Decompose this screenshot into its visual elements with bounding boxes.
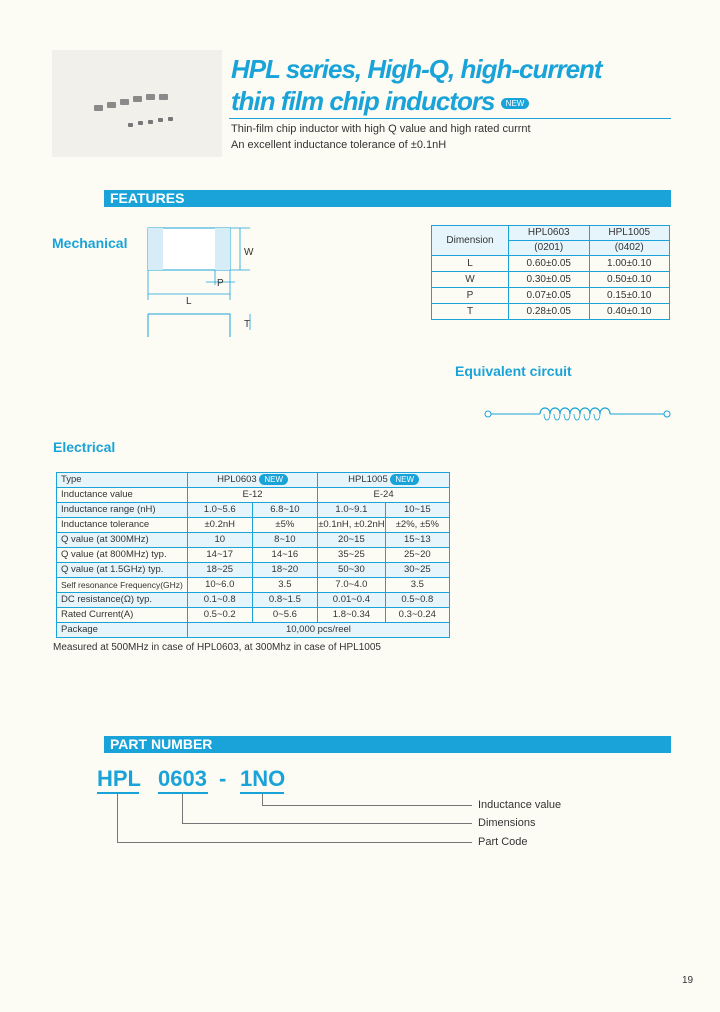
electrical-heading: Electrical xyxy=(53,439,116,455)
table-row xyxy=(57,608,450,623)
value-cell: ±5% xyxy=(252,518,318,533)
subtitle-line1: Thin-film chip inductor with high Q value and high rated currnt xyxy=(231,123,531,135)
underline-dimension xyxy=(158,792,208,794)
hpl0603-header xyxy=(187,473,317,488)
chip-image xyxy=(128,123,133,127)
chip-image xyxy=(138,121,143,125)
row-label: Self resonance Frequency(GHz) xyxy=(57,578,188,593)
row-label: Inductance tolerance xyxy=(57,518,188,533)
table-header-row xyxy=(432,226,670,241)
row-label: Inductance value xyxy=(57,488,188,503)
value-cell: 7.0~4.0 xyxy=(318,578,385,593)
value-cell: 0.1~0.8 xyxy=(187,593,252,608)
value-cell: 20~15 xyxy=(318,533,385,548)
value-cell: 25~20 xyxy=(385,548,449,563)
chip-image xyxy=(107,102,116,108)
row-label: Q value (at 1.5GHz) typ. xyxy=(57,563,188,578)
value-cell: 15~13 xyxy=(385,533,449,548)
chip-image xyxy=(146,94,155,100)
inductor-symbol-icon xyxy=(482,402,674,426)
chip-image xyxy=(120,99,129,105)
table-row xyxy=(432,272,670,288)
type-label: Type xyxy=(57,473,188,488)
value-cell: 18~20 xyxy=(252,563,318,578)
new-badge: NEW xyxy=(390,474,419,485)
p-label: P xyxy=(217,278,224,289)
features-bar: FEATURES xyxy=(104,190,671,207)
title-divider xyxy=(229,118,671,119)
t-label: T xyxy=(244,319,251,330)
part-seg-dimension: 0603 xyxy=(158,766,207,791)
chip-image xyxy=(159,94,168,100)
page-title-text: thin film chip inductors xyxy=(231,86,495,116)
dimension-table xyxy=(431,225,670,320)
value-cell: 35~25 xyxy=(318,548,385,563)
chip-image xyxy=(133,96,142,102)
part-seg-hpl: HPL xyxy=(97,766,141,791)
table-row xyxy=(57,473,450,488)
value-cell: 0.5~0.2 xyxy=(187,608,252,623)
row-label: DC resistance(Ω) typ. xyxy=(57,593,188,608)
value-cell: ±0.2nH xyxy=(187,518,252,533)
value-cell: 50~30 xyxy=(318,563,385,578)
part-seg-separator: - xyxy=(219,766,227,791)
hpl0603-label: HPL0603 xyxy=(217,474,257,485)
hpl0603-col-header: HPL0603 xyxy=(509,226,590,241)
value-cell: 0~5.6 xyxy=(252,608,318,623)
value-cell: 14~16 xyxy=(252,548,318,563)
measurement-note: Measured at 500MHz in case of HPL0603, at 300Mhz in case of HPL1005 xyxy=(53,642,381,653)
value-cell: 3.5 xyxy=(385,578,449,593)
value-cell: 10~6.0 xyxy=(187,578,252,593)
table-row xyxy=(432,288,670,304)
new-badge: NEW xyxy=(501,98,530,109)
table-row xyxy=(57,488,450,503)
hpl0603-code: (0201) xyxy=(509,241,590,256)
chip-side-outline xyxy=(148,314,230,337)
value-cell: E-12 xyxy=(187,488,317,503)
page-number: 19 xyxy=(682,975,694,986)
hpl1005-col-header: HPL1005 xyxy=(589,226,670,241)
value-cell: 0.07±0.05 xyxy=(509,288,590,304)
dim-cell: W xyxy=(432,272,509,288)
value-cell: 3.5 xyxy=(252,578,318,593)
page-title-line1: HPL series, High-Q, high-current xyxy=(231,54,602,84)
leader-line xyxy=(182,823,472,824)
dim-cell: P xyxy=(432,288,509,304)
value-cell: 0.28±0.05 xyxy=(509,304,590,320)
label-dimensions: Dimensions xyxy=(478,817,536,829)
value-cell: 0.8~1.5 xyxy=(252,593,318,608)
leader-line xyxy=(117,842,472,843)
value-cell: 0.50±0.10 xyxy=(589,272,670,288)
dim-cell: T xyxy=(432,304,509,320)
mechanical-heading: Mechanical xyxy=(52,235,128,251)
product-photo xyxy=(52,50,222,157)
value-cell: 1.0~5.6 xyxy=(187,503,252,518)
w-label: W xyxy=(244,247,254,258)
table-row xyxy=(57,578,450,593)
dimension-col-header: Dimension xyxy=(432,226,509,256)
value-cell: 0.40±0.10 xyxy=(589,304,670,320)
leader-line xyxy=(182,794,183,824)
row-label: Inductance range (nH) xyxy=(57,503,188,518)
equivalent-circuit-heading: Equivalent circuit xyxy=(455,363,572,379)
table-row xyxy=(57,623,450,638)
electrode-left xyxy=(148,228,163,270)
value-cell: 0.60±0.05 xyxy=(509,256,590,272)
row-label: Q value (at 300MHz) xyxy=(57,533,188,548)
underline-hpl xyxy=(97,792,139,794)
hpl1005-header xyxy=(318,473,450,488)
label-part-code: Part Code xyxy=(478,836,528,848)
dim-cell: L xyxy=(432,256,509,272)
value-cell: 1.0~9.1 xyxy=(318,503,385,518)
table-row xyxy=(432,304,670,320)
table-row xyxy=(57,503,450,518)
leader-line xyxy=(262,805,472,806)
row-label: Q value (at 800MHz) typ. xyxy=(57,548,188,563)
value-cell: 6.8~10 xyxy=(252,503,318,518)
value-cell: 10~15 xyxy=(385,503,449,518)
l-label: L xyxy=(186,296,192,307)
label-inductance-value: Inductance value xyxy=(478,799,562,811)
electrical-table xyxy=(56,472,450,638)
electrode-right xyxy=(215,228,230,270)
table-row xyxy=(57,518,450,533)
part-number-bar: PART NUMBER xyxy=(104,736,671,753)
value-cell: 18~25 xyxy=(187,563,252,578)
value-cell: 0.15±0.10 xyxy=(589,288,670,304)
chip-image xyxy=(148,120,153,124)
leader-line xyxy=(117,794,118,843)
chip-image xyxy=(94,105,103,111)
value-cell: 1.00±0.10 xyxy=(589,256,670,272)
row-label: Rated Current(A) xyxy=(57,608,188,623)
part-seg-inductance: 1NO xyxy=(240,766,286,791)
value-cell: 30~25 xyxy=(385,563,449,578)
page-title-line2 xyxy=(231,86,529,117)
value-cell: ±2%, ±5% xyxy=(385,518,449,533)
value-cell: 8~10 xyxy=(252,533,318,548)
value-cell: 10 xyxy=(187,533,252,548)
chip-image xyxy=(168,117,173,121)
subtitle-line2: An excellent inductance tolerance of ±0.1nH xyxy=(231,139,447,151)
row-label: Package xyxy=(57,623,188,638)
value-cell: 0.5~0.8 xyxy=(385,593,449,608)
value-cell: 1.8~0.34 xyxy=(318,608,385,623)
table-row xyxy=(57,533,450,548)
value-cell: 0.30±0.05 xyxy=(509,272,590,288)
value-cell: 10,000 pcs/reel xyxy=(187,623,449,638)
table-row xyxy=(57,593,450,608)
value-cell: ±0.1nH, ±0.2nH xyxy=(318,518,385,533)
table-row xyxy=(57,548,450,563)
hpl1005-label: HPL1005 xyxy=(348,474,388,485)
value-cell: 0.3~0.24 xyxy=(385,608,449,623)
table-row xyxy=(432,256,670,272)
hpl1005-code: (0402) xyxy=(589,241,670,256)
value-cell: E-24 xyxy=(318,488,450,503)
new-badge: NEW xyxy=(259,474,288,485)
value-cell: 0.01~0.4 xyxy=(318,593,385,608)
value-cell: 14~17 xyxy=(187,548,252,563)
table-row xyxy=(57,563,450,578)
mechanical-drawing xyxy=(140,222,270,337)
chip-image xyxy=(158,118,163,122)
